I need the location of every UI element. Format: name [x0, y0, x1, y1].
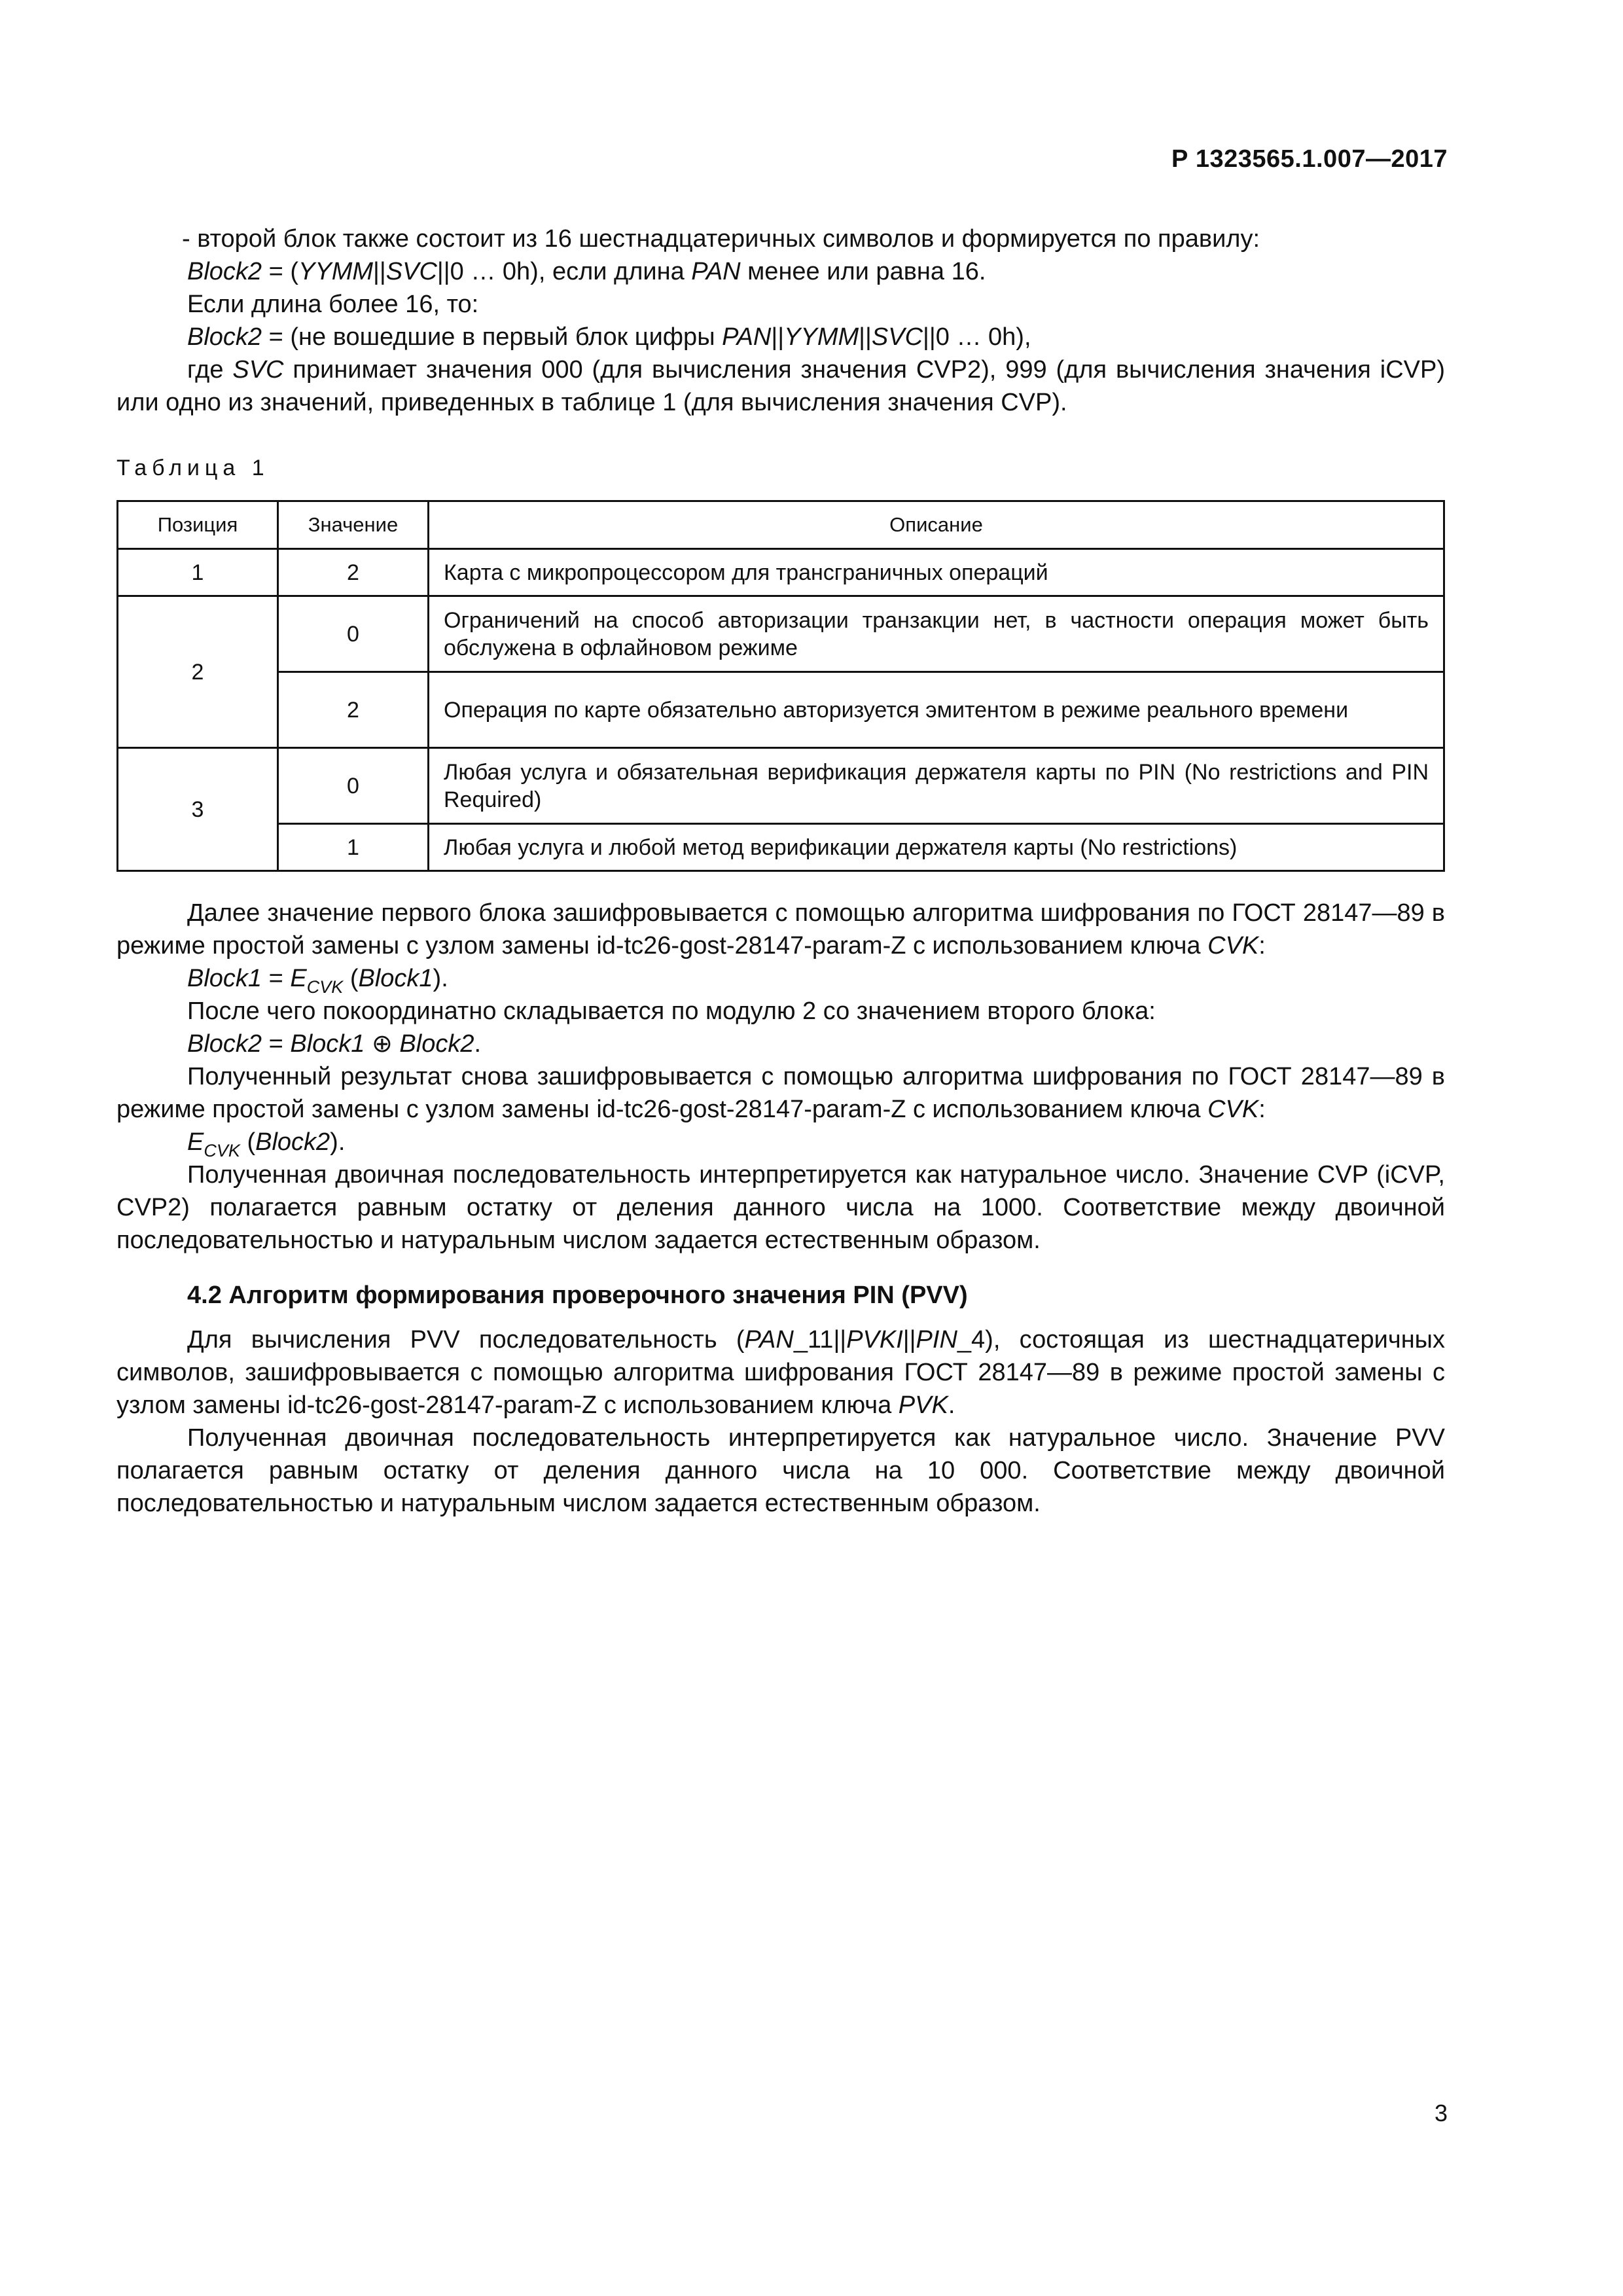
table-header-value: Значение	[278, 501, 429, 549]
formula-block2-encrypt: $E_{CVK}$ (Block2).	[187, 1128, 346, 1160]
table-cell-description: Карта с микропроцессором для трансграничных операций	[429, 549, 1444, 596]
svc-table	[116, 500, 1445, 872]
table-cell-value: 0	[278, 596, 429, 672]
table-row	[118, 672, 1444, 748]
document-header-code: Р 1323565.1.007—2017	[1171, 145, 1448, 173]
formula-block2-long: Block2 = (не вошедшие в первый блок цифры PAN||YYMM||SVC||0 … 0h),	[187, 323, 1031, 351]
table-cell-value: 0	[278, 748, 429, 824]
table-cell-value: 2	[278, 549, 429, 596]
table-header-row	[118, 501, 1444, 549]
paragraph-cvp-result: Полученная двоичная последовательность интерпретируется как натуральное число. Значение CVP (iCVP, CVP2) полагается равным остатку от деления данного числа на 1000. Соответствие между двоичной последовательностью и натуральным числом задается естественным образом.	[116, 1161, 1445, 1254]
paragraph-length-over-16: Если длина более 16, то:	[187, 291, 479, 318]
table-row	[118, 549, 1444, 596]
formula-block2-short: Block2 = (YYMM||SVC||0 … 0h), если длина PAN менее или равна 16.	[187, 258, 986, 285]
paragraph-pvv-result: Полученная двоичная последовательность интерпретируется как натуральное число. Значение PVV полагается равным остатку от деления данного числа на 10 000. Соответствие между двоичной последовательностью и натуральным числом задается естественным образом.	[116, 1424, 1445, 1517]
table-cell-position: 3	[118, 748, 278, 871]
table-cell-position: 2	[118, 596, 278, 748]
paragraph-svc-values: где SVC принимает значения 000 (для вычисления значения CVP2), 999 (для вычисления значения iCVP) или одно из значений, приведенных в таблице 1 (для вычисления значения CVP).	[116, 356, 1445, 416]
paragraph-first-block-encryption: Далее значение первого блока зашифровывается с помощью алгоритма шифрования по ГОСТ 28147—89 в режиме простой замены с узлом замены id-tc26-gost-28147-param-Z с использованием ключа CVK:	[116, 899, 1445, 960]
page-number: 3	[1434, 2100, 1448, 2126]
table-cell-description: Любая услуга и обязательная верификация держателя карты по PIN (No restrictions and PIN Required)	[429, 748, 1444, 824]
paragraph-pvv-encryption: Для вычисления PVV последовательность (PAN_11||PVKI||PIN_4), состоящая из шестнадцатеричных символов, зашифровывается с помощью алгоритма шифрования ГОСТ 28147—89 в режиме простой замены с узлом замены id-tc26-gost-28147-param-Z с использованием ключа PVK.	[116, 1326, 1445, 1419]
section-heading-4-2: 4.2 Алгоритм формирования проверочного значения PIN (PVV)	[187, 1282, 968, 1309]
table-caption: Таблица 1	[116, 456, 270, 480]
table-header-position: Позиция	[118, 501, 278, 549]
table-row	[118, 748, 1444, 824]
paragraph-xor: После чего покоординатно складывается по модулю 2 со значением второго блока:	[187, 997, 1156, 1025]
paragraph-second-block: - второй блок также состоит из 16 шестнадцатеричных символов и формируется по правилу:	[182, 225, 1260, 253]
table-cell-description: Операция по карте обязательно авторизуется эмитентом в режиме реального времени	[429, 672, 1444, 748]
table-row	[118, 596, 1444, 672]
table-row	[118, 824, 1444, 871]
formula-block2-xor: Block2 = Block1 ⊕ Block2.	[187, 1030, 482, 1058]
table-cell-value: 2	[278, 672, 429, 748]
formula-block1-encrypt: Block1 = $E_{CVK}$ (Block1).	[187, 965, 448, 997]
table-cell-description: Любая услуга и любой метод верификации держателя карты (No restrictions)	[429, 824, 1444, 871]
paragraph-second-encryption: Полученный результат снова зашифровывается с помощью алгоритма шифрования по ГОСТ 28147—89 в режиме простой замены с узлом замены id-tc26-gost-28147-param-Z с использованием ключа CVK:	[116, 1063, 1445, 1123]
table-cell-value: 1	[278, 824, 429, 871]
page-content	[116, 223, 1445, 1520]
table-header-description: Описание	[429, 501, 1444, 549]
table-cell-description: Ограничений на способ авторизации транзакции нет, в частности операция может быть обслужена в офлайновом режиме	[429, 596, 1444, 672]
encryption-section	[116, 897, 1445, 1257]
table-cell-position: 1	[118, 549, 278, 596]
